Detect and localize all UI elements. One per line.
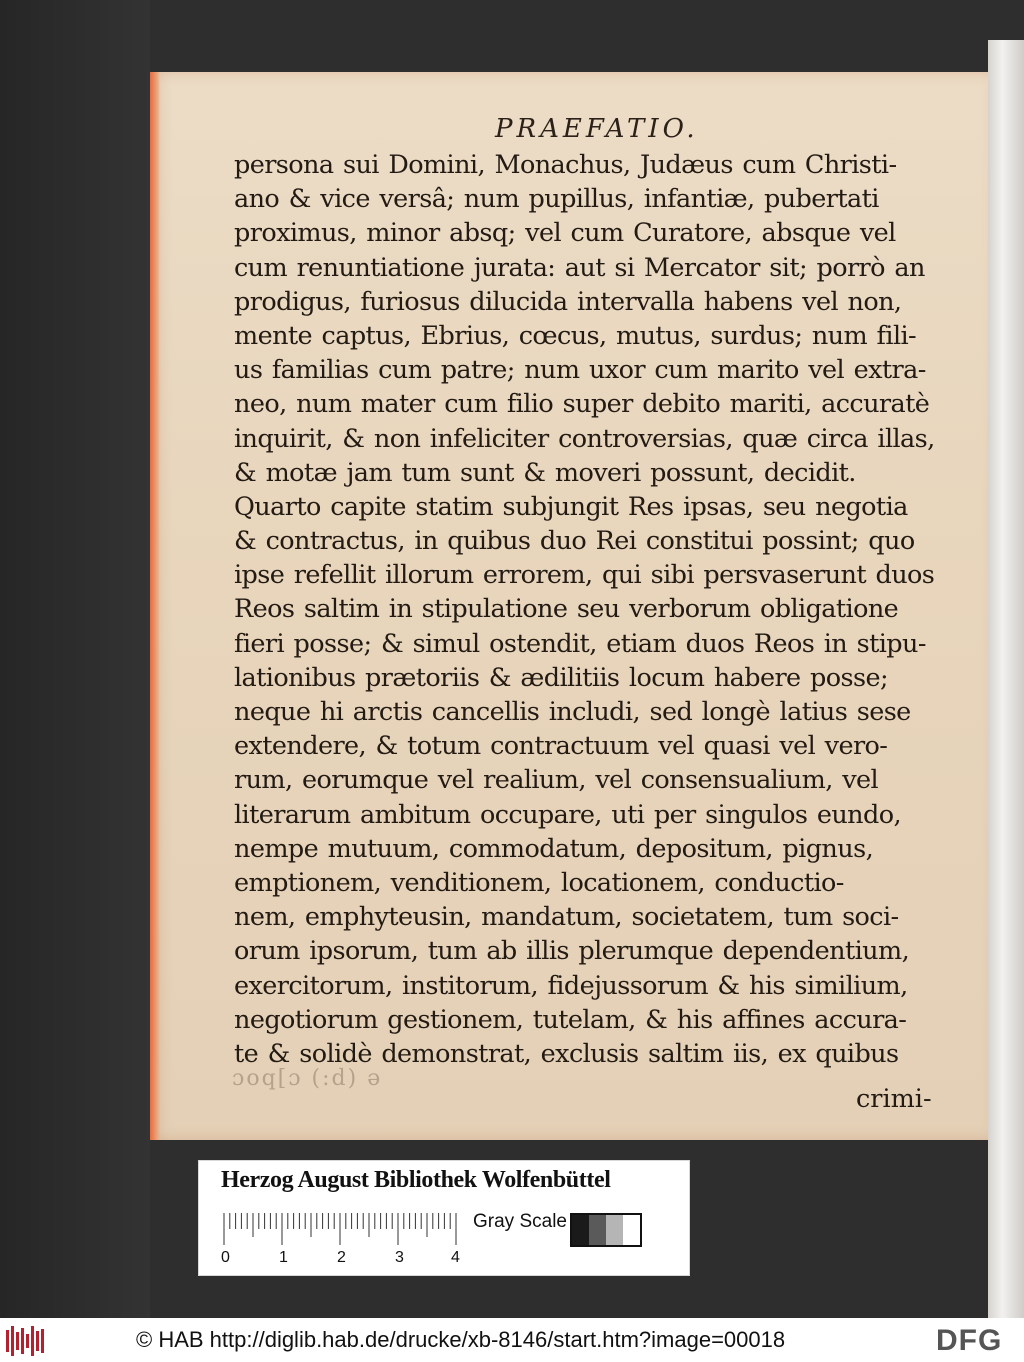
text-line: negotiorum gestionem, tutelam, & his affines accura- — [234, 1004, 907, 1035]
text-line: lationibus prætoriis & ædilitiis locum habere posse; — [234, 662, 888, 693]
text-line: nempe mutuum, commodatum, depositum, pignus, — [234, 833, 874, 864]
text-line: orum ipsorum, tum ab illis plerumque dependentium, — [234, 936, 910, 967]
footer-bar — [0, 1318, 1024, 1362]
ruler-number: 0 — [221, 1249, 230, 1266]
ruler-number: 4 — [451, 1249, 460, 1266]
text-line: prodigus, furiosus dilucida intervalla habens vel non, — [234, 286, 902, 317]
running-head: PRAEFATIO. — [495, 114, 699, 144]
page-red-edge — [150, 72, 160, 1140]
text-line: proximus, minor absq; vel cum Curatore, absque vel — [234, 218, 896, 249]
text-line: & contractus, in quibus duo Rei constitui possint; quo — [234, 526, 915, 557]
adjacent-page-edge — [988, 40, 1024, 1318]
text-line: us familias cum patre; num uxor cum marito vel extra- — [234, 355, 926, 386]
text-line: mente captus, Ebrius, cœcus, mutus, surdus; num fili- — [234, 320, 917, 351]
ruler-scale — [223, 1211, 463, 1245]
dfg-logo: DFG — [936, 1324, 1003, 1357]
gray-scale-label: Gray Scale — [473, 1211, 567, 1232]
color-target-card — [198, 1160, 690, 1276]
library-title: Herzog August Bibliothek Wolfenbüttel — [221, 1167, 611, 1193]
text-line: persona sui Domini, Monachus, Judæus cum Christi- — [234, 150, 897, 180]
text-line: rum, eorumque vel realium, vel consensualium, vel — [234, 765, 879, 796]
text-line: extendere, & totum contractuum vel quasi vel vero- — [234, 731, 888, 762]
catchword: crimi- — [856, 1084, 932, 1114]
text-line: exercitorum, institorum, fidejussorum & his similium, — [234, 970, 908, 1001]
gray-swatch — [572, 1215, 589, 1245]
text-line: literarum ambitum occupare, uti per singulos eundo, — [234, 799, 901, 830]
ruler-number: 1 — [279, 1249, 288, 1266]
hab-logo-icon — [6, 1326, 46, 1356]
text-line: neque hi arctis cancellis includi, sed longè latius sese — [234, 697, 911, 727]
gray-scale-swatches — [570, 1213, 642, 1247]
text-line: neo, num mater cum filio super debito mariti, accuratè — [234, 389, 930, 420]
text-line: fieri posse; & simul ostendit, etiam duos Reos in stipu- — [234, 628, 926, 659]
text-line: te & solidè demonstrat, exclusis saltim iis, ex quibus — [234, 1038, 899, 1069]
gray-swatch — [623, 1215, 640, 1245]
text-line: cum renuntiatione jurata: aut si Mercator sit; porrò an — [234, 252, 925, 283]
ruler-number: 2 — [337, 1249, 346, 1266]
text-line: ipse refellit illorum errorem, qui sibi persvaserunt duos — [234, 560, 935, 591]
text-line: Quarto capite statim subjungit Res ipsas, seu negotia — [234, 491, 908, 522]
ink-bleed-through: ɔoq[ɔ (:d) ǝ — [232, 1066, 383, 1091]
gray-swatch — [589, 1215, 606, 1245]
gray-swatch — [606, 1215, 623, 1245]
text-line: inquirit, & non infeliciter controversias, quæ circa illas, — [234, 423, 935, 454]
scan-background-left — [0, 0, 150, 1318]
text-line: emptionem, venditionem, locationem, conductio- — [234, 867, 844, 898]
text-line: nem, emphyteusin, mandatum, societatem, tum soci- — [234, 902, 899, 933]
page-text-block — [234, 148, 934, 1071]
ruler-number: 3 — [395, 1249, 404, 1266]
text-line: ano & vice versâ; num pupillus, infantiæ, pubertati — [234, 184, 879, 215]
text-line: Reos saltim in stipulatione seu verborum obligatione — [234, 594, 899, 625]
text-line: & motæ jam tum sunt & moveri possunt, decidit. — [234, 457, 856, 488]
footer-credit-link[interactable]: © HAB http://diglib.hab.de/drucke/xb-8146/start.htm?image=00018 — [136, 1327, 786, 1352]
